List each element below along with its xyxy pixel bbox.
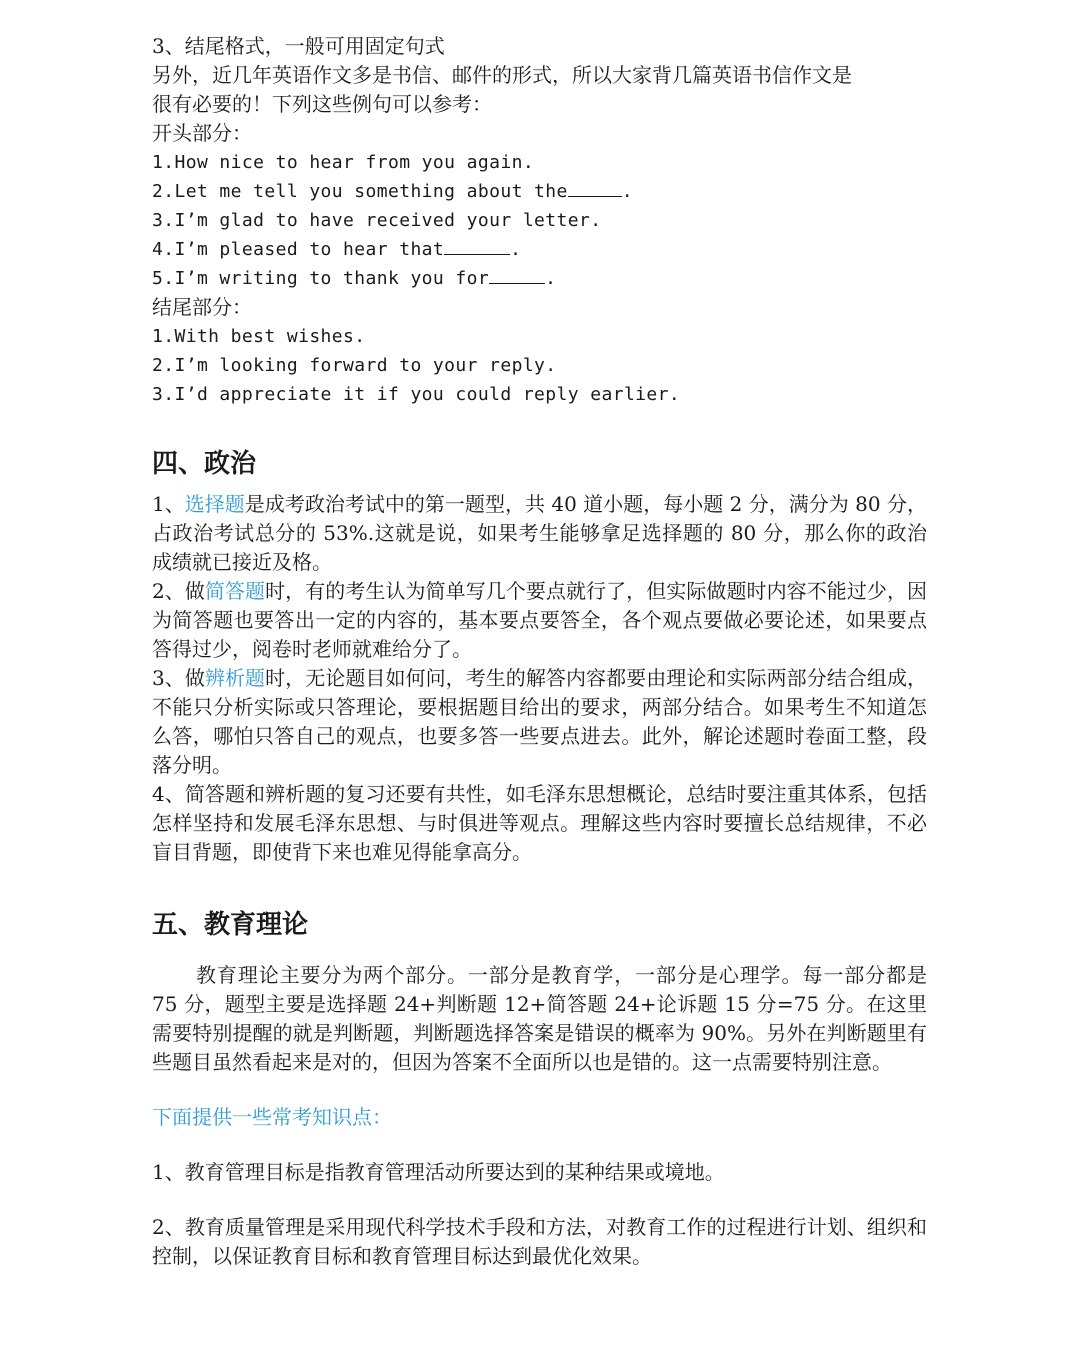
closing-sentence: 1.With best wishes. — [152, 326, 366, 347]
closing-sentence: 2.I’m looking forward to your reply. — [152, 355, 557, 376]
opening-sentence: 1.How nice to hear from you again. — [152, 152, 535, 173]
section-heading: 四、政治 — [152, 449, 257, 479]
sentence-text: 4.I’m pleased to hear that — [152, 239, 445, 260]
english-section — [152, 32, 927, 409]
education-section — [152, 905, 927, 1271]
para-text: 2、做 — [152, 579, 205, 603]
knowledge-title: 下面提供一些常考知识点： — [152, 1105, 392, 1129]
para-text: 3、做 — [152, 666, 205, 690]
opening-label: 开头部分： — [152, 121, 252, 145]
intro-line-2: 另外，近几年英语作文多是书信、邮件的形式，所以大家背几篇英语书信作文是 — [152, 63, 852, 87]
opening-sentence: 4.I’m pleased to hear that . — [152, 239, 522, 260]
knowledge-point-1: 1、教育管理目标是指教育管理活动所要达到的某种结果或境地。 — [152, 1160, 725, 1184]
highlight-term: 选择题 — [184, 492, 245, 516]
section-heading: 五、教育理论 — [152, 910, 309, 940]
intro-line-1: 3、结尾格式，一般可用固定句式 — [152, 34, 445, 58]
para-text: 时，无论题目如何问，考生的解答内容都要由理论和实际两部分结合组成，不能只分析实际或只答理论，要根据题目给出的要求，两部分结合。如果考生不知道怎么答，哪怕只答自己的观点，也要多答一些要点进去。此外，解论述题时卷面工整，段落分明。 — [152, 666, 928, 777]
closing-sentence: 3.I’d appreciate it if you could reply earlier. — [152, 384, 681, 405]
para-text: 1、 — [152, 492, 185, 516]
knowledge-point-2: 2、教育质量管理是采用现代科学技术手段和方法，对教育工作的过程进行计划、组织和控制，以保证教育目标和教育管理目标达到最优化效果。 — [152, 1215, 927, 1268]
politics-section — [152, 444, 927, 867]
intro-line-3: 很有必要的！下列这些例句可以参考： — [152, 92, 492, 116]
highlight-term: 辨析题 — [204, 666, 266, 690]
highlight-term: 简答题 — [204, 579, 266, 603]
politics-paragraph-4: 4、简答题和辨析题的复习还要有共性，如毛泽东思想概论，总结时要注重其体系，包括怎样坚持和发展毛泽东思想、与时俱进等观点。理解这些内容时要擅长总结规律，不必盲目背题，即使背下来也难见得能拿高分。 — [152, 782, 927, 864]
politics-paragraph-1 — [152, 490, 927, 577]
opening-sentence: 5.I’m writing to thank you for . — [152, 268, 557, 289]
closing-label: 结尾部分： — [152, 295, 252, 319]
sentence-text: 5.I’m writing to thank you for — [152, 268, 490, 289]
sentence-text: 2.Let me tell you something about the — [152, 181, 568, 202]
fill-blank — [444, 240, 510, 255]
opening-sentence: 2.Let me tell you something about the . — [152, 181, 634, 202]
fill-blank — [489, 269, 545, 284]
para-text: 是成考政治考试中的第一题型，共 40 道小题，每小题 2 分，满分为 80 分，占政治考试总分的 53%.这就是说，如果考生能够拿足选择题的 80 分，那么你的政治成绩就已接近及格。 — [152, 492, 927, 574]
opening-sentence: 3.I’m glad to have received your letter. — [152, 210, 602, 231]
document-page — [152, 32, 927, 1271]
fill-blank — [568, 182, 622, 197]
politics-paragraph-3 — [152, 664, 927, 780]
para-text: 时，有的考生认为简单写几个要点就行了，但实际做题时内容不能过少，因为简答题也要答出一定的内容的，基本要点要答全，各个观点要做必要论述，如果要点答得过少，阅卷时老师就难给分了。 — [152, 579, 928, 661]
politics-paragraph-2 — [152, 577, 927, 664]
education-paragraph: 教育理论主要分为两个部分。一部分是教育学，一部分是心理学。每一部分都是 75 分，题型主要是选择题 24+判断题 12+简答题 24+论诉题 15 分=75 分。在这里需要特别提醒的就是判断题，判断题选择答案是错误的概率为 90%。另外在判断题里有些题目虽然看起来是对的，但因为答案不全面所以也是错的。这一点需要特别注意。 — [152, 963, 927, 1074]
